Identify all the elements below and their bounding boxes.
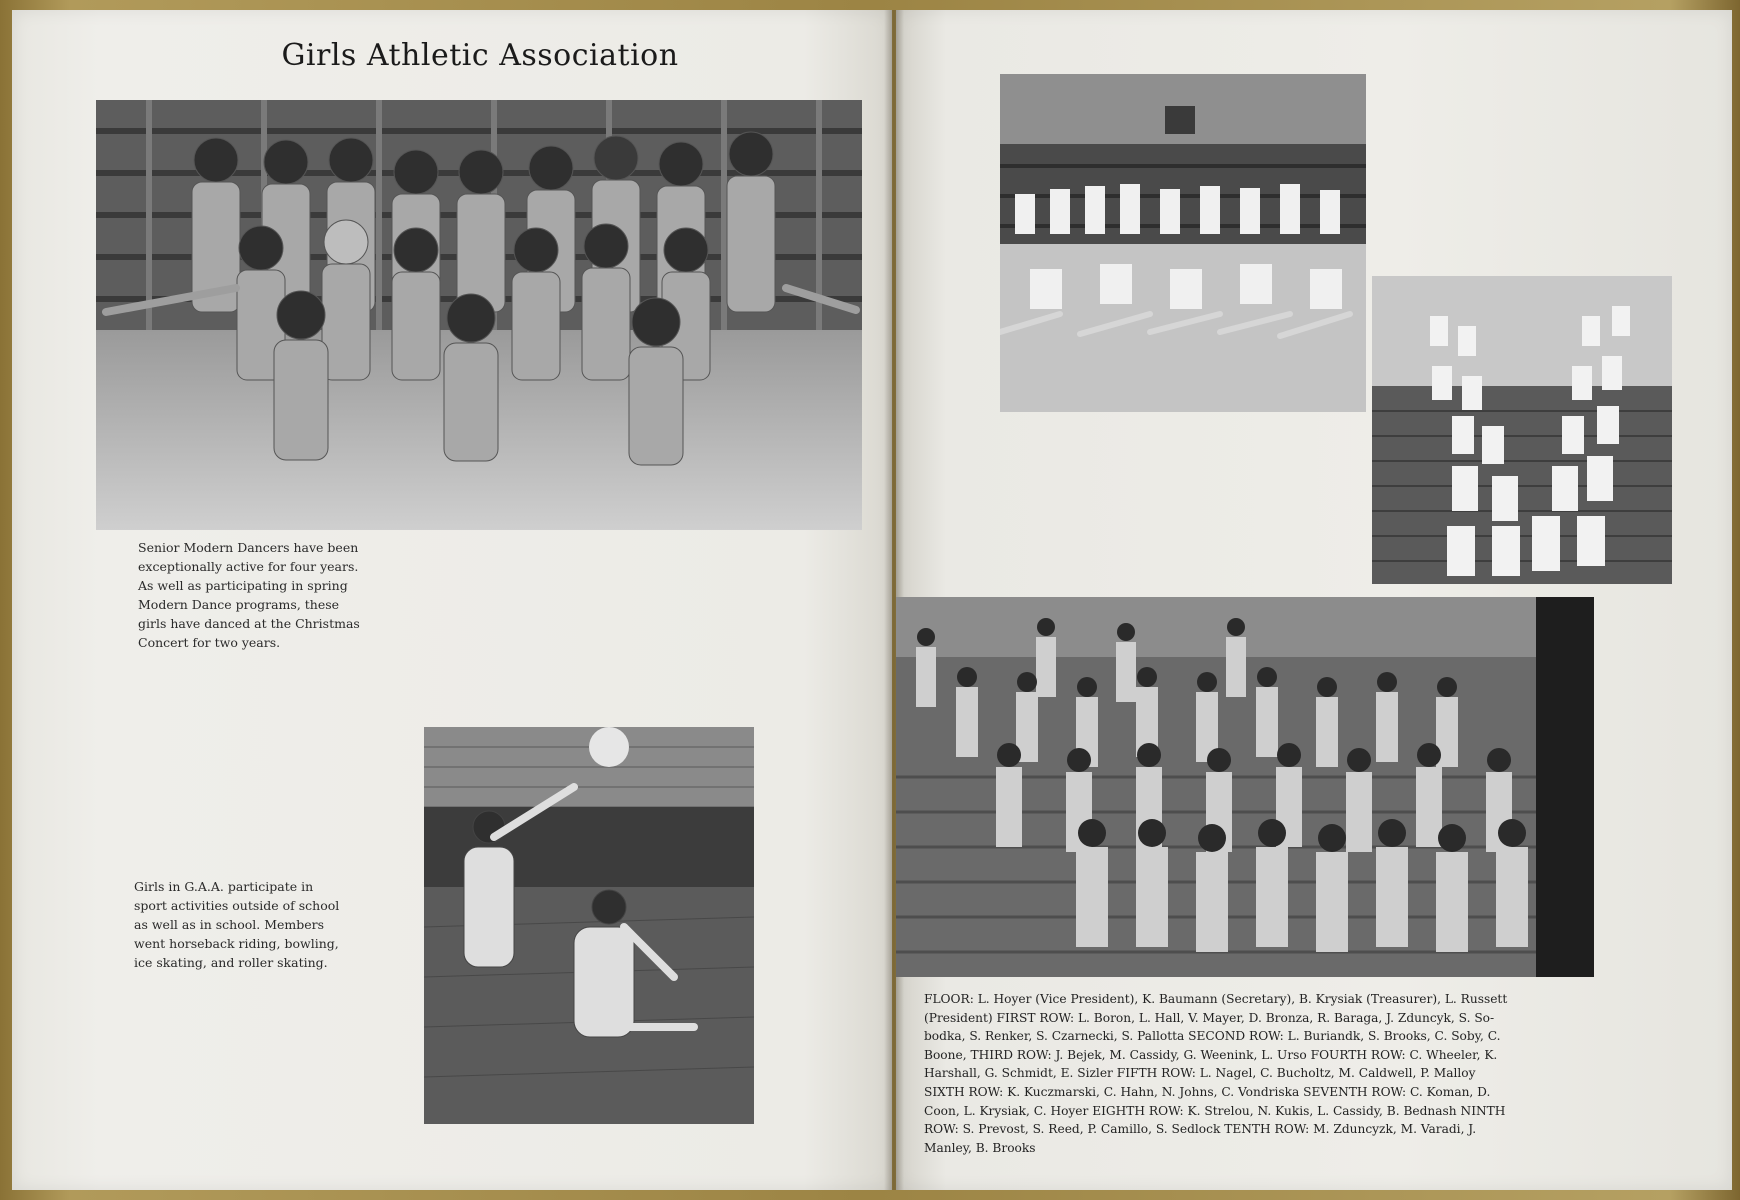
caption-line: girls have danced at the Christmas — [138, 616, 360, 631]
caption-line: Girls in G.A.A. participate in — [134, 879, 314, 894]
gaa-caption — [134, 877, 339, 972]
volleyball-photo — [424, 727, 754, 1124]
page-title: Girls Athletic Association — [281, 38, 679, 73]
roster-line: FLOOR: L. Hoyer (Vice President), K. Baumann (Secretary), B. Krysiak (Treasurer), L. Russett — [924, 992, 1508, 1006]
roster-line: SIXTH ROW: K. Kuczmarski, C. Hahn, N. Johns, C. Vondriska SEVENTH ROW: C. Koman, D. — [924, 1084, 1491, 1099]
roster-line: bodka, S. Renker, S. Czarnecki, S. Pallotta SECOND ROW: L. Buriandk, S. Brooks, C. Soby, C. — [924, 1029, 1501, 1044]
caption-line: went horseback riding, bowling, — [134, 936, 339, 951]
roster-line: Boone, THIRD ROW: J. Bejek, M. Cassidy, G. Weenink, L. Urso FOURTH ROW: C. Wheeler, K. — [924, 1047, 1498, 1062]
caption-line: as well as in school. Members — [134, 917, 325, 932]
roster-line: Coon, L. Krysiak, C. Hoyer EIGHTH ROW: K. Strelou, N. Kukis, L. Cassidy, B. Bednash NINTH — [924, 1103, 1506, 1118]
caption-line: As well as participating in spring — [138, 578, 348, 593]
roster-line: Manley, B. Brooks — [924, 1140, 1036, 1155]
member-roster — [924, 990, 1584, 1157]
group-photo — [896, 597, 1594, 977]
caption-line: ice skating, and roller skating. — [134, 955, 328, 970]
dancers-photo — [96, 100, 862, 530]
roster-line: Harshall, G. Schmidt, E. Sizler FIFTH ROW: L. Nagel, C. Bucholtz, M. Caldwell, P. Malloy — [924, 1066, 1476, 1081]
caption-line: exceptionally active for four years. — [138, 559, 359, 574]
dancers-caption — [138, 538, 360, 652]
caption-line: Senior Modern Dancers have been — [138, 540, 359, 555]
roster-line: (President) FIRST ROW: L. Boron, L. Hall, V. Mayer, D. Bronza, R. Baraga, J. Zduncyk, S. So- — [924, 1010, 1495, 1025]
roster-line: ROW: S. Prevost, S. Reed, P. Camillo, S. Sedlock TENTH ROW: M. Zduncyzk, M. Varadi, J. — [924, 1122, 1477, 1137]
bleachers-small-photo — [1372, 276, 1672, 584]
floor-exercise-photo — [1000, 74, 1366, 412]
caption-line: Modern Dance programs, these — [138, 597, 340, 612]
caption-line: sport activities outside of school — [134, 898, 340, 913]
caption-line: Concert for two years. — [138, 635, 281, 650]
